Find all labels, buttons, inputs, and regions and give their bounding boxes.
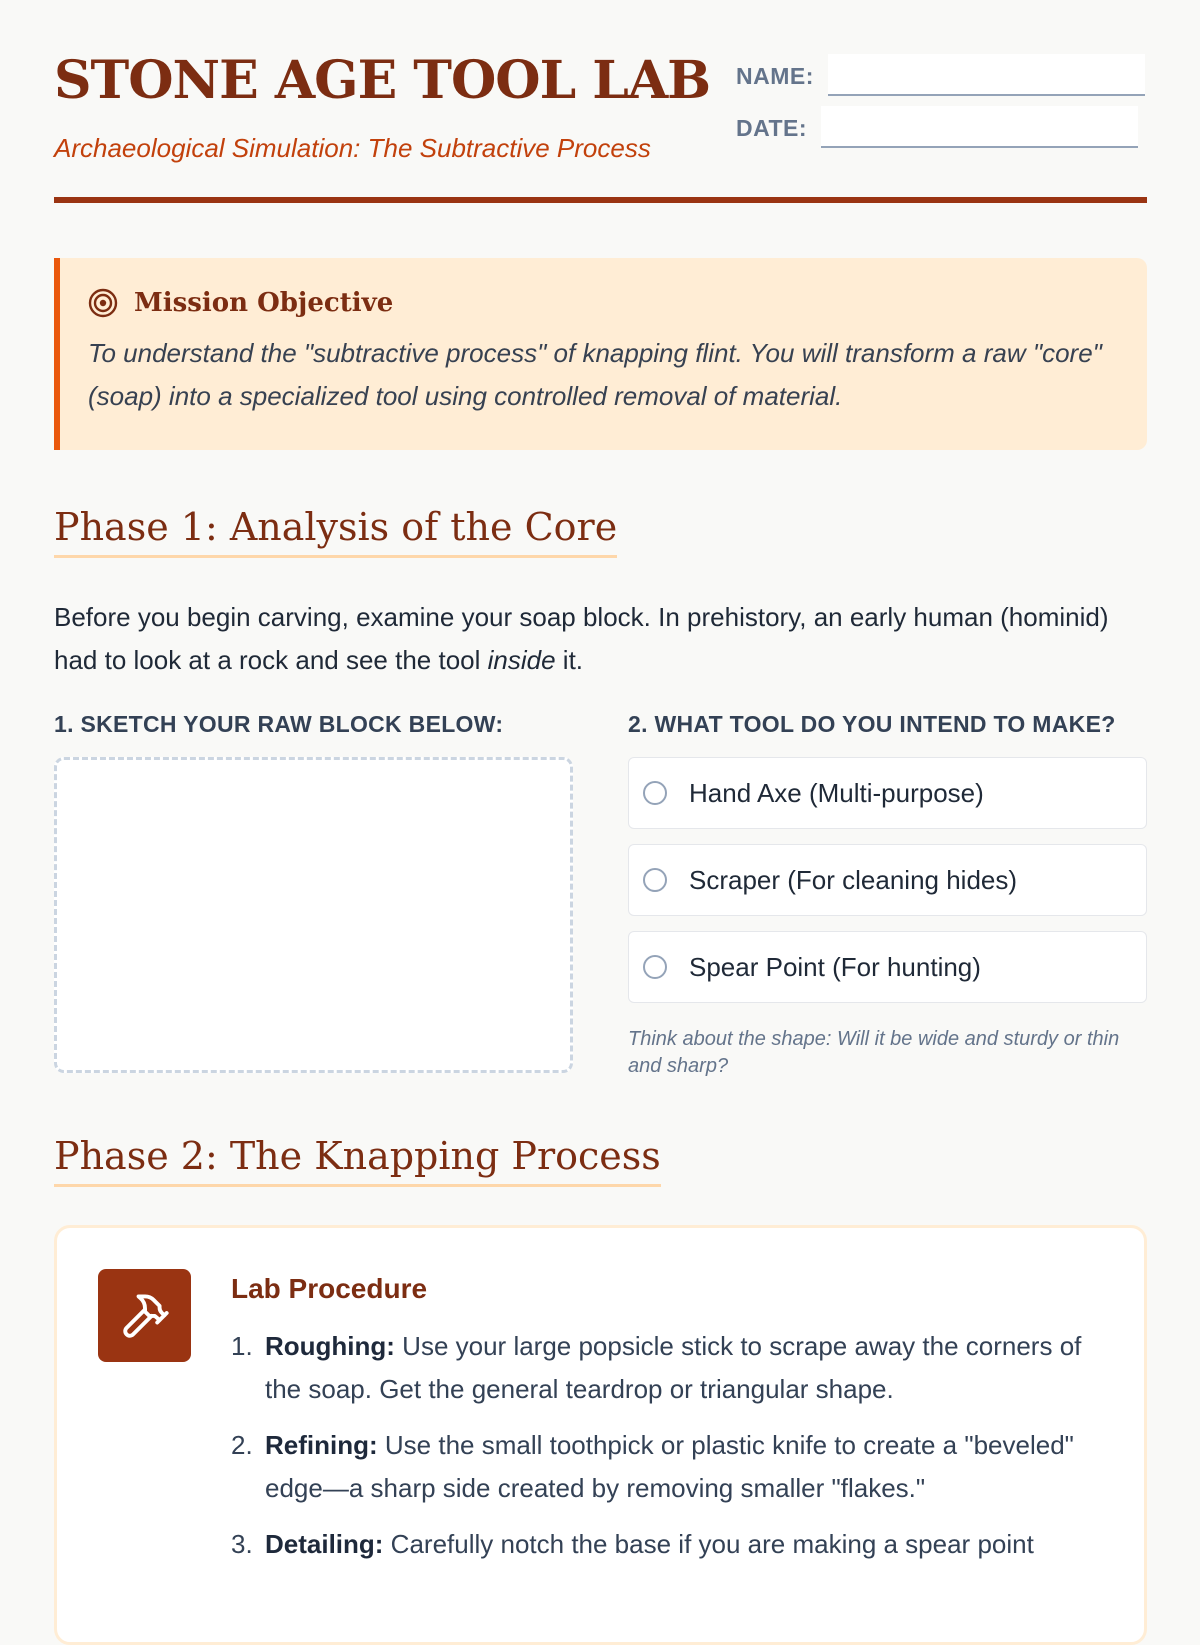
intro-emphasis: inside	[487, 645, 556, 675]
phase2-heading: Phase 2: The Knapping Process	[54, 1134, 661, 1187]
step-text: Use your large popsicle stick to scrape away the corners of the soap. Get the general teardrop or triangular shape.	[265, 1331, 1082, 1404]
scraper-radio[interactable]	[643, 868, 667, 892]
mission-objective-callout	[54, 258, 1147, 450]
intro-text-start: Before you begin carving, examine your soap block. In prehistory, an early human (hominid) had to look at a rock and see the tool	[54, 602, 1109, 675]
step-term: Roughing:	[265, 1331, 395, 1361]
header-divider	[54, 197, 1147, 203]
name-field[interactable]	[828, 54, 1145, 96]
mission-title: Mission Objective	[134, 288, 394, 318]
phase1-heading: Phase 1: Analysis of the Core	[54, 505, 617, 558]
step-term: Refining:	[265, 1430, 378, 1460]
option-label: Hand Axe (Multi-purpose)	[689, 777, 984, 808]
tool-options	[628, 757, 1147, 1018]
spear-point-radio[interactable]	[643, 955, 667, 979]
step-text: Use the small toothpick or plastic knife to create a "beveled" edge—a sharp side created by removing smaller "flakes."	[265, 1430, 1074, 1503]
hammer-icon	[119, 1290, 171, 1342]
option-spear-point[interactable]	[628, 931, 1147, 1003]
hammer-icon-tile	[98, 1269, 191, 1362]
procedure-step	[231, 1424, 1111, 1510]
procedure-step	[231, 1325, 1111, 1411]
page-subtitle: Archaeological Simulation: The Subtractive Process	[54, 133, 651, 163]
date-field-row	[736, 106, 1138, 148]
step-term: Detailing:	[265, 1529, 384, 1559]
option-label: Scraper (For cleaning hides)	[689, 864, 1018, 895]
worksheet-page	[54, 0, 1147, 1559]
sketch-area[interactable]	[54, 757, 573, 1073]
step-text: Carefully notch the base if you are making a spear point	[383, 1529, 1034, 1559]
page-header	[54, 0, 1147, 205]
tool-question-label: 2. WHAT TOOL DO YOU INTEND TO MAKE?	[628, 711, 1116, 737]
phase1-intro	[54, 596, 1147, 682]
procedure-step	[231, 1523, 1111, 1566]
shape-hint: Think about the shape: Will it be wide and sturdy or thin and sharp?	[628, 1028, 1120, 1077]
target-icon	[88, 288, 118, 318]
page-title: STONE AGE TOOL LAB	[54, 50, 711, 111]
date-field[interactable]	[821, 106, 1138, 148]
mission-text: To understand the "subtractive process" of knapping flint. You will transform a raw "core" (soap) into a specialized tool using controlled removal of material.	[88, 338, 1102, 411]
option-scraper[interactable]	[628, 844, 1147, 916]
name-label: NAME:	[736, 63, 814, 89]
name-field-row	[736, 54, 1145, 96]
lab-procedure-card	[54, 1225, 1147, 1645]
procedure-title: Lab Procedure	[231, 1273, 428, 1304]
option-hand-axe[interactable]	[628, 757, 1147, 829]
hand-axe-radio[interactable]	[643, 781, 667, 805]
procedure-steps	[231, 1325, 1111, 1579]
sketch-label: 1. SKETCH YOUR RAW BLOCK BELOW:	[54, 711, 504, 737]
option-label: Spear Point (For hunting)	[689, 951, 981, 982]
date-label: DATE:	[736, 115, 808, 141]
intro-text-end: it.	[555, 645, 584, 675]
